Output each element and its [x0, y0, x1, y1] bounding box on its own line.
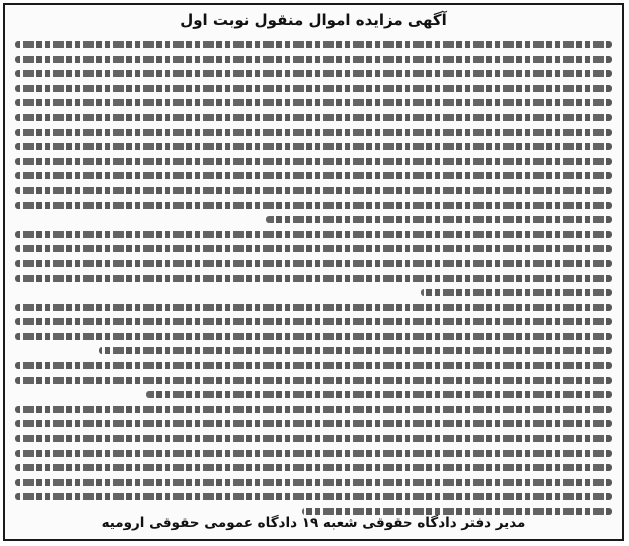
- notice-body-line: [15, 373, 612, 388]
- notice-body-line: [15, 460, 612, 475]
- notice-body-line: [15, 125, 612, 140]
- text-line-ink: [15, 464, 612, 471]
- notice-body-line: [15, 212, 612, 227]
- notice-body-line: [15, 358, 612, 373]
- notice-body-line: [15, 489, 612, 504]
- text-line-ink: [15, 41, 612, 48]
- notice-body-line: [15, 314, 612, 329]
- notice-body-line: [15, 446, 612, 461]
- notice-body-line: [15, 241, 612, 256]
- text-line-ink: [15, 129, 612, 136]
- text-line-ink: [15, 479, 612, 486]
- text-line-ink: [421, 289, 612, 296]
- text-line-ink: [15, 318, 612, 325]
- notice-body-line: [15, 387, 612, 402]
- notice-body-line: [15, 168, 612, 183]
- text-line-ink: [146, 391, 612, 398]
- text-line-ink: [15, 245, 612, 252]
- text-line-ink: [15, 172, 612, 179]
- notice-body-line: [15, 66, 612, 81]
- text-line-ink: [266, 216, 612, 223]
- notice-body-line: [15, 343, 612, 358]
- text-line-ink: [15, 202, 612, 209]
- notice-body-line: [15, 110, 612, 125]
- notice-body-line: [15, 475, 612, 490]
- text-line-ink: [99, 347, 612, 354]
- notice-body-line: [15, 416, 612, 431]
- notice-title: آگهی مزایده اموال منقول نوبت اول: [180, 11, 447, 29]
- text-line-ink: [15, 56, 612, 63]
- text-line-ink: [15, 435, 612, 442]
- notice-body-line: [15, 139, 612, 154]
- text-line-ink: [15, 260, 612, 267]
- text-line-ink: [15, 275, 612, 282]
- text-line-ink: [15, 143, 612, 150]
- text-line-ink: [15, 158, 612, 165]
- notice-body-line: [15, 95, 612, 110]
- text-line-ink: [302, 508, 612, 515]
- text-line-ink: [15, 304, 612, 311]
- text-line-ink: [15, 362, 612, 369]
- notice-body-line: [15, 183, 612, 198]
- notice-body-line: [15, 154, 612, 169]
- text-line-ink: [15, 493, 612, 500]
- notice-body-line: [15, 256, 612, 271]
- notice-body-line: [15, 227, 612, 242]
- text-line-ink: [15, 231, 612, 238]
- text-line-ink: [15, 114, 612, 121]
- notice-body-line: [15, 271, 612, 286]
- notice-body-line: [15, 329, 612, 344]
- notice-footer: مدیر دفتر دادگاه حقوقی شعبه ۱۹ دادگاه عمومی حقوقی ارومیه: [101, 515, 526, 531]
- text-line-ink: [15, 70, 612, 77]
- text-line-ink: [15, 85, 612, 92]
- notice-body-line: [15, 402, 612, 417]
- legal-notice: [3, 3, 624, 541]
- notice-body: [15, 37, 612, 519]
- notice-body-line: [15, 198, 612, 213]
- text-line-ink: [15, 406, 612, 413]
- text-line-ink: [15, 420, 612, 427]
- notice-body-line: [15, 431, 612, 446]
- text-line-ink: [15, 99, 612, 106]
- text-line-ink: [15, 333, 612, 340]
- text-line-ink: [15, 187, 612, 194]
- notice-body-line: [15, 52, 612, 67]
- text-line-ink: [15, 377, 612, 384]
- text-line-ink: [15, 450, 612, 457]
- notice-body-line: [15, 285, 612, 300]
- notice-body-line: [15, 37, 612, 52]
- notice-body-line: [15, 81, 612, 96]
- notice-body-line: [15, 300, 612, 315]
